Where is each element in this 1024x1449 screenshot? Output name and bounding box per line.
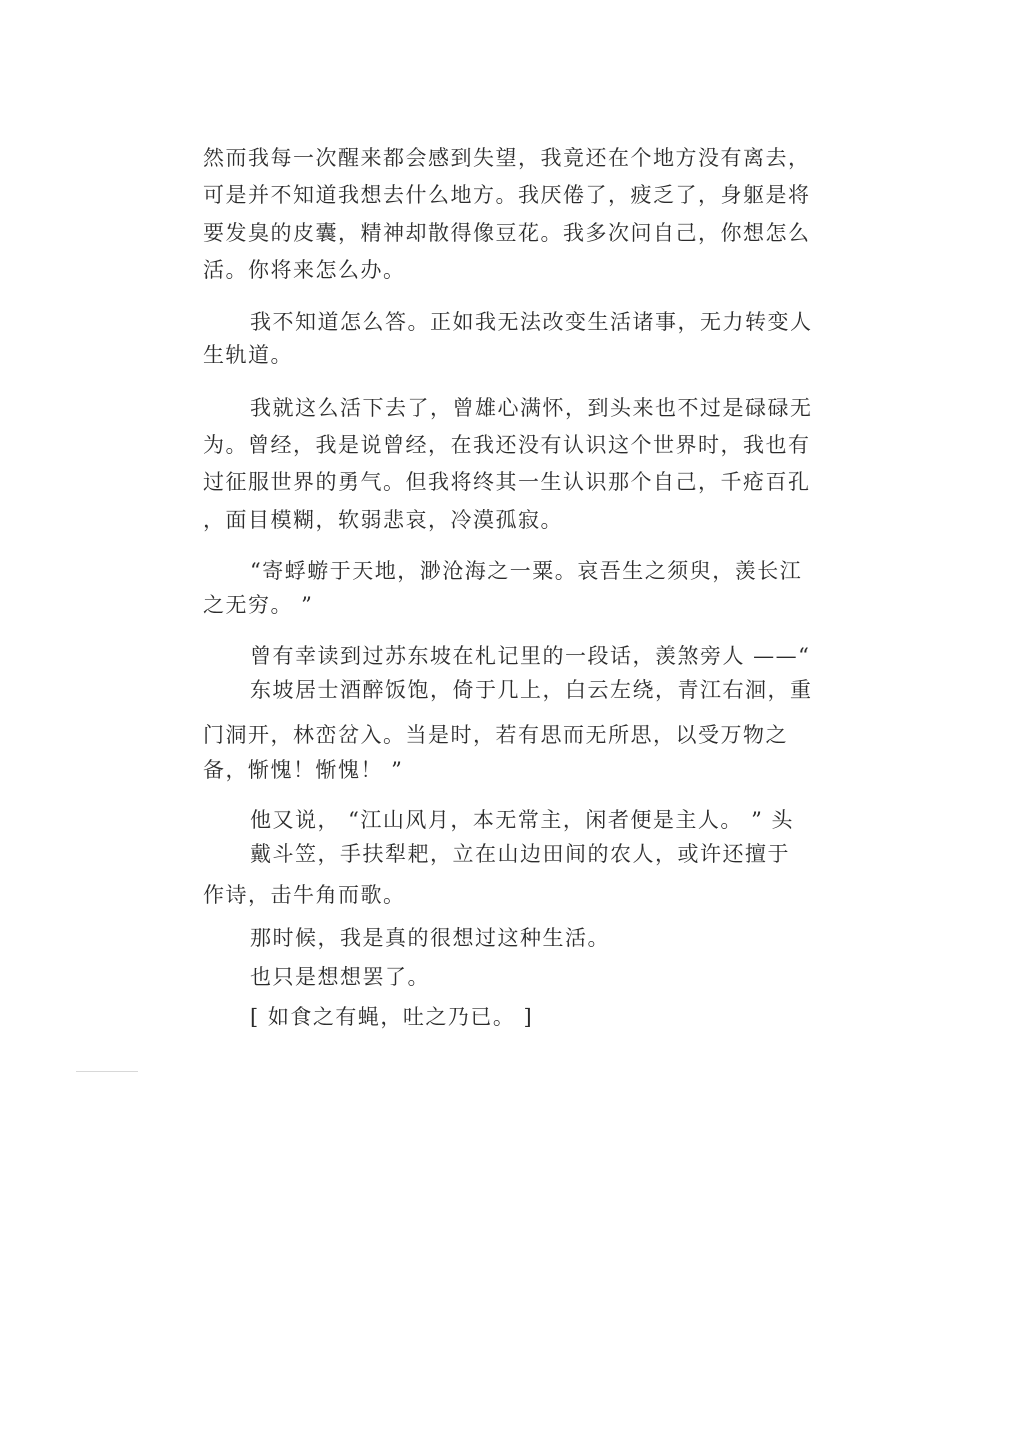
text-line: 然而我每一次醒来都会感到失望，我竟还在个地方没有离去， (203, 146, 811, 170)
text-line: [ 如食之有蝇，吐之乃已。 ] (250, 1005, 534, 1029)
text-line: 要发臭的皮囊，精神却散得像豆花。我多次问自己，你想怎么 (203, 221, 811, 245)
text-line: 戴斗笠，手扶犁耙，立在山边田间的农人，或许还擅于 (250, 842, 790, 866)
text-line: “寄蜉蝣于天地，渺沧海之一粟。哀吾生之须臾，羡长江 (250, 559, 803, 583)
text-line: 可是并不知道我想去什么地方。我厌倦了，疲乏了，身躯是将 (203, 183, 811, 207)
text-line: 东坡居士酒醉饭饱，倚于几上，白云左绕，青江右洄，重 (250, 678, 813, 702)
text-line: 为。曾经，我是说曾经，在我还没有认识这个世界时，我也有 (203, 433, 811, 457)
text-line: 作诗，击牛角而歌。 (203, 883, 406, 907)
text-line: 我就这么活下去了，曾雄心满怀，到头来也不过是碌碌无 (250, 396, 813, 420)
text-line: 我不知道怎么答。正如我无法改变生活诸事，无力转变人 (250, 310, 813, 334)
page-artifact-line (76, 1071, 138, 1072)
text-line: 门洞开，林峦岔入。当是时，若有思而无所思，以受万物之 (203, 723, 788, 747)
text-line: 活。你将来怎么办。 (203, 258, 406, 282)
text-line: 那时候，我是真的很想过这种生活。 (250, 926, 610, 950)
text-line: ，面目模糊，软弱悲哀，冷漠孤寂。 (203, 508, 563, 532)
text-line: 生轨道。 (203, 343, 293, 367)
text-line: 也只是想想罢了。 (250, 965, 430, 989)
text-line: 过征服世界的勇气。但我将终其一生认识那个自己，千疮百孔 (203, 470, 811, 494)
text-line: 备，惭愧！惭愧！ ” (203, 758, 404, 782)
text-line: 之无穷。 ” (203, 593, 314, 617)
text-line: 他又说， “江山风月，本无常主，闲者便是主人。 ” 头 (250, 808, 794, 832)
text-line: 曾有幸读到过苏东坡在札记里的一段话，羡煞旁人 ——“ (250, 644, 811, 668)
